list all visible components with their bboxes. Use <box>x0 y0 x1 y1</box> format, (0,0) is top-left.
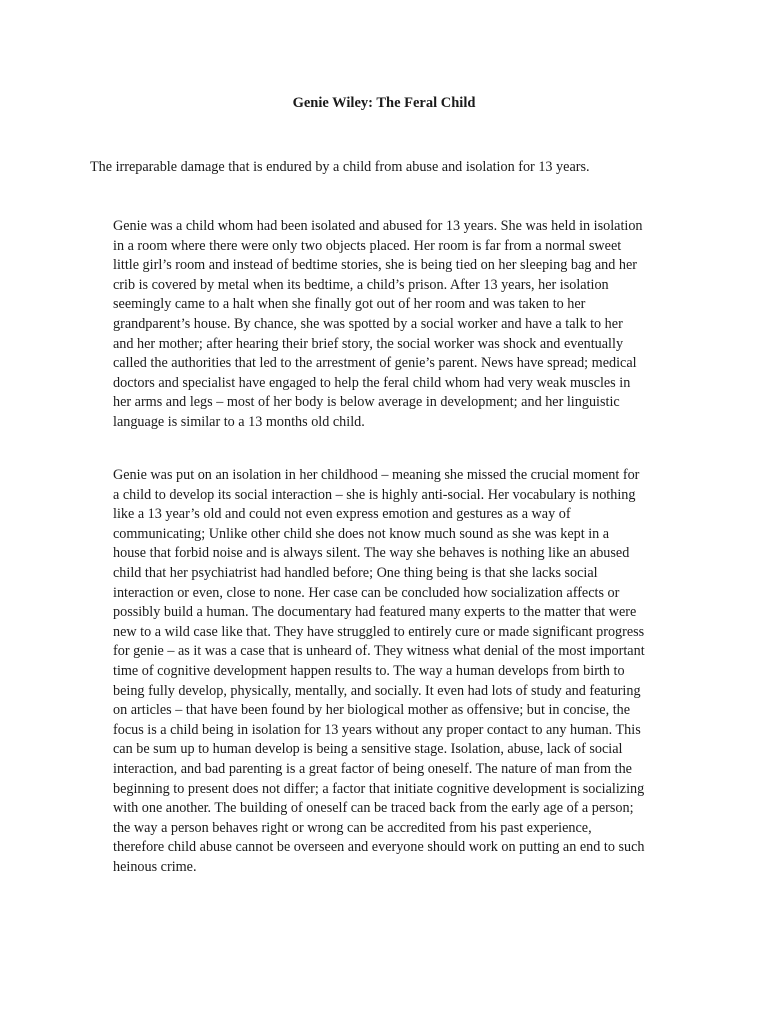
paragraph-line: interaction or even, close to none. Her case can be concluded how socialization affects or <box>113 584 620 601</box>
paragraph-line: little girl’s room and instead of bedtime stories, she is being tied on her sleeping bag and her <box>113 257 638 274</box>
paragraph-line: on articles – that have been found by her biological mother as offensive; but in concise, the <box>113 702 631 719</box>
paragraph-line: communicating; Unlike other child she does not know much sound as she was kept in a <box>113 525 610 542</box>
paragraph-line: language is similar to a 13 months old child. <box>113 413 365 430</box>
paragraph-line: therefore child abuse cannot be overseen and everyone should work on putting an end to such <box>113 839 645 856</box>
paragraph-line: interaction, and bad parenting is a great factor of being oneself. The nature of man from the <box>113 760 632 777</box>
paragraph-line: heinous crime. <box>113 858 197 875</box>
paragraph-line: focus is a child being in isolation for 13 years without any proper contact to any human. This <box>113 721 641 738</box>
paragraph-line: house that forbid noise and is always silent. The way she behaves is nothing like an abused <box>113 545 630 562</box>
paragraph-line: called the authorities that led to the arrestment of genie’s parent. News have spread; medical <box>113 355 637 372</box>
paragraph-line: beginning to present does not differ; a factor that initiate cognitive development is socializing <box>113 780 645 797</box>
paragraph-line: Genie was a child whom had been isolated and abused for 13 years. She was held in isolation <box>113 218 643 234</box>
paragraph-line: Genie was put on an isolation in her childhood – meaning she missed the crucial moment for <box>113 467 640 483</box>
paragraph-2 <box>113 466 713 877</box>
paragraph-line: being fully develop, physically, mentally, and socially. It even had lots of study and featuring <box>113 682 641 699</box>
paragraph-line: and her mother; after hearing their brief story, the social worker was shock and eventually <box>113 335 624 352</box>
paragraph-line: her arms and legs – most of her body is below average in development; and her linguistic <box>113 394 620 411</box>
paragraph-line: with one another. The building of oneself can be traced back from the early age of a person; <box>113 800 634 817</box>
paragraph-line: the way a person behaves right or wrong can be accredited from his past experience, <box>113 819 592 836</box>
paragraph-line: new to a wild case like that. They have struggled to entirely cure or made significant progress <box>113 623 645 640</box>
paragraph-line: grandparent’s house. By chance, she was spotted by a social worker and have a talk to her <box>113 315 623 332</box>
paragraph-line: crib is covered by metal when its bedtime, a child’s prison. After 13 years, her isolation <box>113 276 609 293</box>
paragraph-line: in a room where there were only two objects placed. Her room is far from a normal sweet <box>113 237 622 254</box>
document-title: Genie Wiley: The Feral Child <box>292 95 476 111</box>
paragraph-line: a child to develop its social interaction – she is highly anti-social. Her vocabulary is nothing <box>113 486 636 503</box>
paragraph-line: for genie – as it was a case that is unheard of. They witness what denial of the most important <box>113 643 645 660</box>
paragraph-1 <box>113 217 713 433</box>
paragraph-line: can be sum up to human develop is being a sensitive stage. Isolation, abuse, lack of social <box>113 741 623 758</box>
paragraph-line: seemingly came to a halt when she finally got out of her room and was taken to her <box>113 296 586 313</box>
paragraph-line: child that her psychiatrist had handled before; One thing being is that she lacks social <box>113 564 598 581</box>
paragraph-line: possibly build a human. The documentary had featured many experts to the matter that were <box>113 604 637 621</box>
paragraph-line: time of cognitive development happen results to. The way a human develops from birth to <box>113 662 625 679</box>
paragraph-line: like a 13 year’s old and could not even express emotion and gestures as a way of <box>113 506 571 523</box>
thesis-statement: The irreparable damage that is endured by a child from abuse and isolation for 13 years. <box>90 159 590 175</box>
paragraph-line: doctors and specialist have engaged to help the feral child whom had very weak muscles in <box>113 374 631 391</box>
